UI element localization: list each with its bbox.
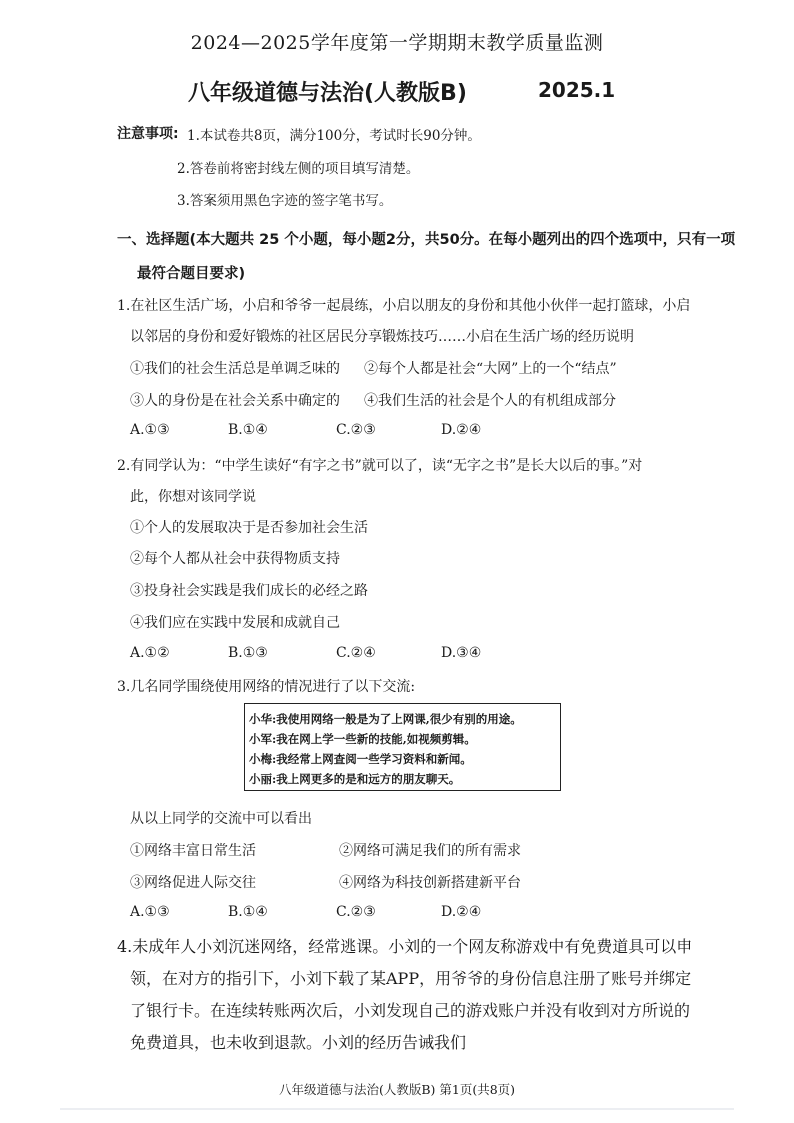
page-footer: 八年级道德与法治(人教版B) 第1页(共8页) (278, 1082, 516, 1097)
question-3-answer: B.①④ (228, 904, 268, 920)
exam-date: 2025.1 (538, 78, 616, 102)
question-1-answer: A.①③ (130, 422, 170, 438)
dialogue-line: 小军:我在网上学一些新的技能,如视频剪辑。 (249, 732, 476, 746)
question-2-answer: B.①③ (228, 645, 268, 661)
question-3-answer: C.②③ (336, 904, 376, 920)
question-3-answer: A.①③ (130, 904, 170, 920)
dialogue-line: 小丽:我上网更多的是和远方的朋友聊天。 (249, 772, 461, 786)
section-heading-cont: 最符合题目要求) (137, 266, 246, 282)
question-2-option: ③投身社会实践是我们成长的必经之路 (130, 583, 368, 599)
dialogue-line: 小华:我使用网络一般是为了上网课,很少有别的用途。 (249, 712, 522, 726)
exam-title: 2024—2025学年度第一学期期末教学质量监测 (190, 32, 604, 54)
question-4-line: 免费道具，也未收到退款。小刘的经历告诫我们 (130, 1033, 467, 1052)
question-2-option: ①个人的发展取决于是否参加社会生活 (130, 520, 368, 536)
question-1-answer: B.①④ (228, 422, 268, 438)
question-3-line: 3.几名同学围绕使用网络的情况进行了以下交流: (117, 679, 416, 695)
dialogue-line: 小梅:我经常上网查阅一些学习资料和新闻。 (249, 752, 472, 766)
question-3-option: ①网络丰富日常生活 (130, 843, 256, 859)
question-2-answer: D.③④ (441, 645, 482, 661)
question-3-answer: D.②④ (441, 904, 482, 920)
question-1-option: ①我们的社会生活总是单调乏味的 (130, 361, 340, 377)
question-4-line: 4.未成年人小刘沉迷网络，经常逃课。小刘的一个网友称游戏中有免费道具可以申 (117, 937, 693, 956)
question-1-line: 1.在社区生活广场，小启和爷爷一起晨练，小启以朋友的身份和其他小伙伴一起打篮球，小启 (117, 298, 691, 314)
question-3-stem: 从以上同学的交流中可以看出 (130, 811, 312, 827)
note-item: 1.本试卷共8页，满分100分，考试时长90分钟。 (187, 128, 481, 144)
question-2-answer: C.②④ (336, 645, 376, 661)
question-2-option: ②每个人都从社会中获得物质支持 (130, 551, 340, 567)
question-3-option: ④网络为科技创新搭建新平台 (339, 875, 521, 891)
question-2-answer: A.①② (130, 645, 170, 661)
question-3-option: ②网络可满足我们的所有需求 (339, 843, 521, 859)
notes-label: 注意事项: (117, 126, 179, 142)
question-2-option: ④我们应在实践中发展和成就自己 (130, 615, 340, 631)
question-3-option: ③网络促进人际交往 (130, 875, 256, 891)
question-4-line: 领，在对方的指引下，小刘下载了某APP，用爷爷的身份信息注册了账号并绑定 (130, 969, 692, 988)
question-1-option: ③人的身份是在社会关系中确定的 (130, 393, 340, 409)
dialogue-box (244, 703, 561, 791)
note-item: 3.答案须用黑色字迹的签字笔书写。 (177, 193, 393, 209)
question-1-answer: D.②④ (441, 422, 482, 438)
question-1-option: ②每个人都是社会“大网”上的一个“结点” (364, 361, 617, 377)
footer-divider (60, 1108, 734, 1110)
subject-title: 八年级道德与法治(人教版B) (188, 81, 467, 106)
question-1-answer: C.②③ (336, 422, 376, 438)
section-heading: 一、选择题(本大题共 25 个小题，每小题2分，共50分。在每小题列出的四个选项中，只有一项 (117, 232, 736, 248)
question-2-line: 2.有同学认为：“中学生读好“有字之书”就可以了，读“无字之书”是长大以后的事。”对 (117, 458, 643, 474)
note-item: 2.答卷前将密封线左侧的项目填写清楚。 (177, 161, 420, 177)
question-2-line: 此，你想对该同学说 (130, 489, 256, 505)
question-1-option: ④我们生活的社会是个人的有机组成部分 (364, 393, 616, 409)
question-4-line: 了银行卡。在连续转账两次后，小刘发现自己的游戏账户并没有收到对方所说的 (130, 1001, 691, 1020)
question-1-line: 以邻居的身份和爱好锻炼的社区居民分享锻炼技巧……小启在生活广场的经历说明 (130, 329, 634, 345)
